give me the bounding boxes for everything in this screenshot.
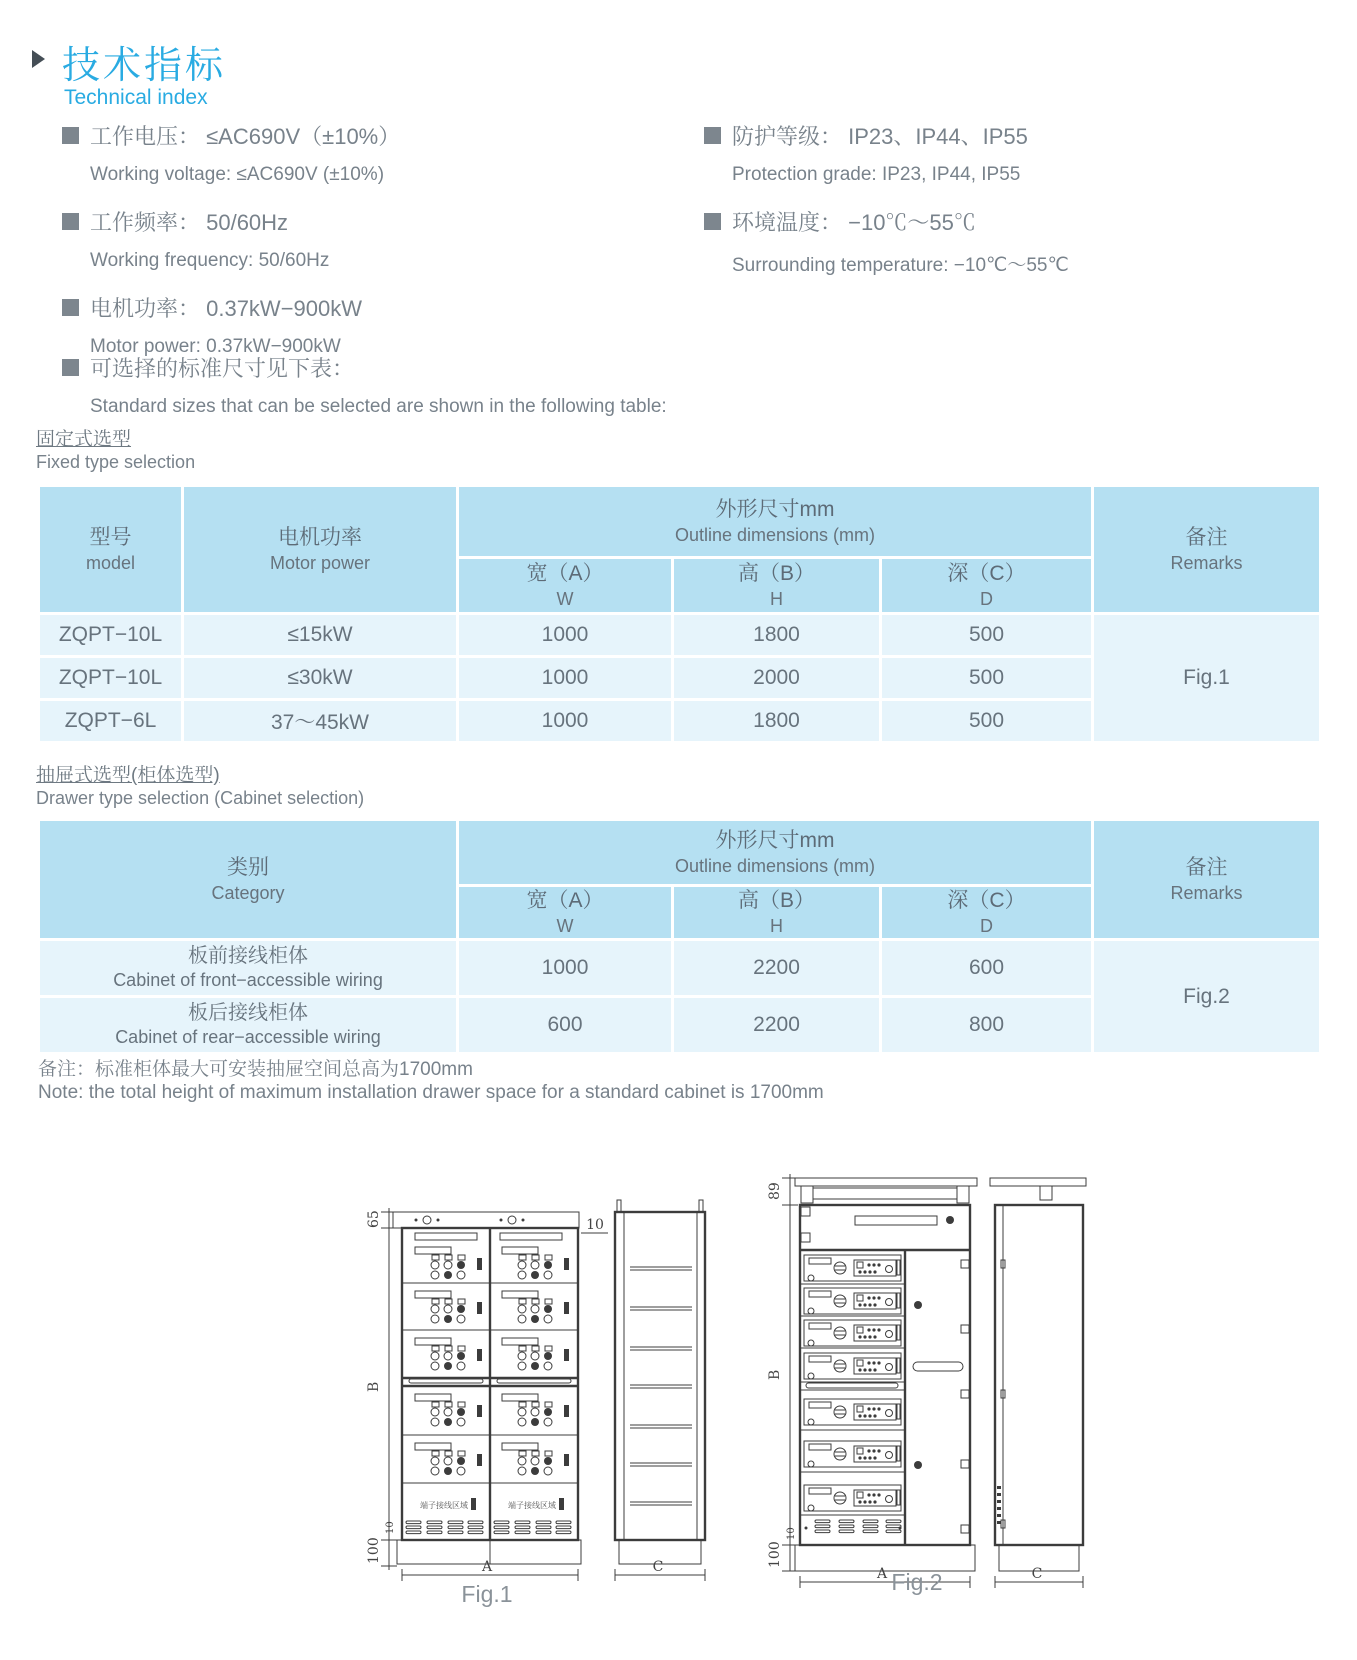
header-outline-dimensions <box>458 820 1093 886</box>
cell-height <box>673 940 881 997</box>
cell-remark <box>1093 614 1321 743</box>
cell-category <box>39 940 458 997</box>
fig2-dim-89: 89 <box>767 1182 783 1200</box>
cell-category <box>39 997 458 1054</box>
spec-working-frequency <box>62 206 662 272</box>
header-text-en: H <box>770 589 783 609</box>
cell-value: ZQPT−6L <box>64 709 157 732</box>
bullet-square-icon <box>62 359 79 376</box>
spec-surrounding-temperature <box>704 206 1324 277</box>
cell-width <box>458 614 673 657</box>
header-width <box>458 558 673 614</box>
fig2-caption: Fig.2 <box>891 1569 943 1595</box>
spec-working-voltage <box>62 120 662 186</box>
spec-en-text: Motor power: 0.37kW−900kW <box>90 336 341 357</box>
header-width <box>458 886 673 940</box>
fig1-side-view <box>615 1200 705 1581</box>
cell-value: 2200 <box>753 1013 800 1036</box>
header-text-en: Remarks <box>1170 553 1243 573</box>
fig1-dim-C: C <box>652 1559 664 1575</box>
header-remarks <box>1093 486 1321 614</box>
cell-height <box>673 657 881 700</box>
spec-en-text: Standard sizes that can be selected are shown in the following table: <box>90 396 667 417</box>
spec-en-text: Working frequency: 50/60Hz <box>90 250 330 271</box>
header-text-en: Outline dimensions (mm) <box>674 525 876 545</box>
fig1-terminal-label: 端子接线区域 <box>508 1501 556 1510</box>
header-text-en: Remarks <box>1170 883 1243 903</box>
header-text-cn: 类别 <box>227 856 269 879</box>
header-text-cn: 外形尺寸mm <box>715 829 835 852</box>
fixed-section-label-en: Fixed type selection <box>36 452 196 472</box>
header-depth <box>881 886 1093 940</box>
fig1-dim-A: A <box>481 1559 493 1575</box>
header-text-en: D <box>980 589 993 609</box>
cell-height <box>673 614 881 657</box>
cell-value: 2200 <box>753 956 800 979</box>
cell-value: 800 <box>968 1013 1005 1036</box>
cell-depth <box>881 614 1093 657</box>
cell-model <box>39 614 183 657</box>
fig1-front-view <box>366 1208 608 1581</box>
fig1-dim-10-left: 10 <box>385 1521 396 1534</box>
cell-width <box>458 940 673 997</box>
header-depth <box>881 558 1093 614</box>
spec-list-left <box>62 120 662 378</box>
header-height <box>673 886 881 940</box>
cell-value: 1000 <box>541 623 589 646</box>
header-text-cn: 深（C） <box>947 889 1026 912</box>
cell-value: 500 <box>968 709 1005 732</box>
cell-value: 1800 <box>753 623 800 646</box>
cell-width <box>458 997 673 1054</box>
header-model <box>39 486 183 614</box>
note-en: Note: the total height of maximum installation drawer space for a standard cabinet is 1700mm <box>38 1082 824 1103</box>
cell-value: 600 <box>547 1013 583 1036</box>
cell-model <box>39 657 183 700</box>
fig1-dim-10-right: 10 <box>586 1217 604 1233</box>
cell-value: Fig.2 <box>1183 984 1230 1008</box>
cell-model <box>39 700 183 743</box>
bullet-square-icon <box>62 213 79 230</box>
drawer-type-table <box>37 818 1322 1055</box>
header-text-cn: 宽（A） <box>526 889 604 912</box>
header-height <box>673 558 881 614</box>
fig2-dim-100: 100 <box>767 1541 783 1568</box>
spec-standard-sizes <box>62 352 962 418</box>
cell-value: 500 <box>968 623 1005 646</box>
bullet-square-icon <box>704 213 721 230</box>
fig2-front-view <box>767 1174 977 1588</box>
cell-value-cn: 板后接线柜体 <box>188 1002 308 1024</box>
cell-value-en: Cabinet of rear−accessible wiring <box>115 1027 381 1047</box>
cell-power <box>183 700 458 743</box>
header-text-cn: 电机功率 <box>278 526 362 549</box>
drawer-section-label-en: Drawer type selection (Cabinet selection) <box>36 788 365 808</box>
header-remarks <box>1093 820 1321 940</box>
drawer-section-label-cn: 抽屉式选型(柜体选型) <box>36 765 220 786</box>
header-outline-dimensions <box>458 486 1093 558</box>
cell-value: 1000 <box>541 666 589 689</box>
cell-value: 1000 <box>541 709 589 732</box>
header-text-en: W <box>556 589 574 609</box>
header-text-cn: 高（B） <box>737 562 815 585</box>
cell-value: 600 <box>968 956 1005 979</box>
fig2-dim-B: B <box>767 1369 783 1380</box>
cell-value-cn: 板前接线柜体 <box>188 945 308 967</box>
header-text-cn: 宽（A） <box>526 562 604 585</box>
fixed-type-table <box>37 484 1322 744</box>
header-category <box>39 820 458 940</box>
cell-value: ZQPT−10L <box>58 666 163 689</box>
page-subtitle: Technical index <box>64 86 208 109</box>
cell-value: 1000 <box>541 956 589 979</box>
spec-en-text: Surrounding temperature: −10℃～55℃ <box>732 255 1069 276</box>
spec-cn-text: 工作频率： 50/60Hz <box>90 210 289 235</box>
fig1-caption: Fig.1 <box>461 1581 513 1607</box>
note-cn: 备注：标准柜体最大可安装抽屉空间总高为1700mm <box>38 1059 473 1080</box>
fixed-section-label-cn: 固定式选型 <box>36 429 132 450</box>
header-text-cn: 深（C） <box>947 562 1026 585</box>
fig1-dim-B: B <box>366 1381 382 1392</box>
spec-list-right <box>704 120 1324 297</box>
spec-motor-power <box>62 292 662 358</box>
spec-protection-grade <box>704 120 1324 186</box>
spec-cn-text: 可选择的标准尺寸见下表： <box>90 356 355 381</box>
page-title: 技术指标 <box>62 45 227 87</box>
header-text-cn: 备注 <box>1185 526 1228 549</box>
cell-value: Fig.1 <box>1183 666 1230 689</box>
header-text-cn: 高（B） <box>738 889 816 912</box>
cell-depth <box>881 700 1093 743</box>
cell-width <box>458 700 673 743</box>
fig2-side-view <box>990 1178 1086 1588</box>
table-row <box>39 614 1321 657</box>
fig1-terminal-label: 端子接线区域 <box>420 1501 468 1510</box>
header-motor-power <box>183 486 458 614</box>
cell-depth <box>881 997 1093 1054</box>
spec-cn-text: 电机功率： 0.37kW−900kW <box>90 296 363 321</box>
fig1-dim-65: 65 <box>366 1210 382 1228</box>
header-text-cn: 备注 <box>1185 856 1228 879</box>
header-text-en: D <box>980 916 994 936</box>
cell-value: ≤30kW <box>287 666 353 689</box>
fig2-dim-C: C <box>1031 1566 1043 1582</box>
cell-power <box>183 657 458 700</box>
spec-cn-text: 环境温度： −10℃～55℃ <box>732 210 976 235</box>
cell-value: 1800 <box>753 709 800 732</box>
fig2-dim-10: 10 <box>786 1527 797 1540</box>
header-text-en: Motor power <box>269 553 371 573</box>
header-text-en: model <box>85 553 136 573</box>
fig2-dim-A: A <box>876 1566 888 1582</box>
cell-power <box>183 614 458 657</box>
header-text-en: Category <box>211 883 285 903</box>
cell-width <box>458 657 673 700</box>
bullet-square-icon <box>704 127 721 144</box>
cell-value: 500 <box>968 666 1005 689</box>
spec-en-text: Protection grade: IP23, IP44, IP55 <box>732 164 1021 185</box>
spec-en-text: Working voltage: ≤AC690V (±10%) <box>90 164 385 185</box>
header-text-en: H <box>770 916 784 936</box>
cell-height <box>673 997 881 1054</box>
figures-drawing <box>0 1100 1357 1660</box>
cell-remark <box>1093 940 1321 1054</box>
cell-height <box>673 700 881 743</box>
section-arrow-icon <box>32 50 45 68</box>
cell-value-en: Cabinet of front−accessible wiring <box>113 970 383 990</box>
cell-value: 2000 <box>753 666 800 689</box>
table-row <box>39 940 1321 997</box>
bullet-square-icon <box>62 127 79 144</box>
cell-value: ZQPT−10L <box>58 623 163 646</box>
spec-cn-text: 防护等级： IP23、IP44、IP55 <box>732 124 1028 149</box>
spec-cn-text: 工作电压： ≤AC690V（±10%） <box>90 124 401 149</box>
cell-depth <box>881 657 1093 700</box>
header-text-en: Outline dimensions (mm) <box>674 856 876 876</box>
cell-value: ≤15kW <box>287 623 353 646</box>
cell-value: 37～45kW <box>270 711 370 734</box>
fig1-dim-100: 100 <box>366 1537 382 1564</box>
header-text-cn: 型号 <box>89 526 132 549</box>
header-text-cn: 外形尺寸mm <box>715 498 835 521</box>
bullet-square-icon <box>62 299 79 316</box>
cell-depth <box>881 940 1093 997</box>
header-text-en: W <box>556 916 574 936</box>
